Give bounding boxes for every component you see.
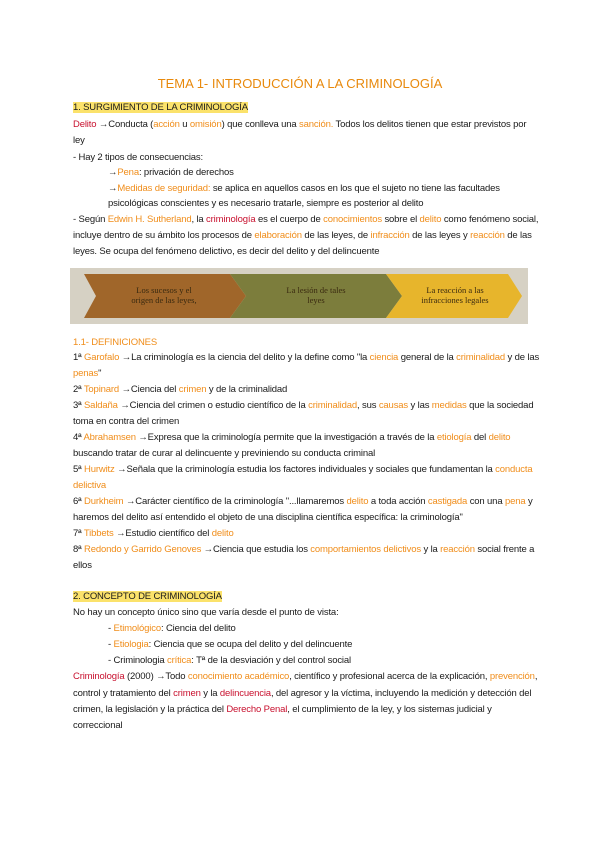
flow-step-text: La reacción a las	[426, 285, 484, 295]
bullet-line	[108, 655, 351, 667]
paragraph-line: - Hay 2 tipos de consecuencias:	[73, 152, 204, 163]
text: 1ª	[73, 352, 84, 363]
definition-line	[73, 528, 234, 540]
term: etiología	[436, 432, 472, 443]
term: omisión	[189, 119, 222, 130]
term: delito	[211, 528, 234, 539]
section-heading-text: 1. SURGIMIENTO DE LA CRIMINOLOGÍA	[73, 102, 248, 113]
text: -	[108, 623, 114, 634]
term: pena	[504, 496, 526, 507]
text: 4ª	[73, 432, 84, 443]
flow-step-text: La lesión de tales	[286, 285, 346, 295]
term: Pena	[117, 167, 139, 178]
term: comportamientos delictivos	[310, 544, 421, 555]
paragraph-line: leyes. Se ocupa del fenómeno delictivo, es decir del delito y del delincuente	[73, 246, 380, 257]
arrow: →	[108, 167, 118, 178]
term: conocimientos	[323, 214, 382, 225]
term: delito	[419, 214, 442, 225]
term: reacción	[470, 230, 505, 241]
text: y la	[200, 688, 220, 699]
paragraph-line: ley	[73, 135, 85, 146]
flow-step-2-label	[248, 285, 384, 305]
page-title: TEMA 1- INTRODUCCIÓN A LA CRIMINOLOGÍA	[157, 76, 443, 91]
paragraph-line	[73, 119, 526, 131]
flow-step-text: leyes	[307, 295, 325, 305]
term: Edwin H. Sutherland	[107, 214, 192, 225]
bullet-line	[108, 167, 234, 179]
definition-line	[73, 384, 287, 396]
text: →Ciencia que estudia los	[201, 544, 311, 555]
text: →La criminología es la ciencia del delito y la define como "la	[119, 352, 370, 363]
bullet-line	[108, 639, 352, 651]
author: Topinard	[83, 384, 120, 395]
text: y la	[420, 544, 441, 555]
term: Etiologia	[113, 639, 149, 650]
text: →Ciencia del crimen o estudio científico de la	[117, 400, 309, 411]
text: u	[179, 119, 190, 130]
term: reacción	[440, 544, 475, 555]
flow-step-3-label	[400, 285, 510, 305]
text: , el cumplimiento de la ley, y los sistemas judicial y	[287, 704, 492, 715]
bullet-line: psicológicas conscientes y es necesario tratarle, siempre es posterior al delito	[108, 198, 424, 209]
text: 5ª	[73, 464, 84, 475]
author: Durkheim	[84, 496, 124, 507]
term: sanción.	[299, 119, 334, 130]
term: crimen	[173, 688, 201, 699]
bullet-line	[108, 183, 500, 195]
term: Etimológico	[113, 623, 161, 634]
arrow: →	[108, 183, 118, 194]
paragraph-line	[73, 214, 538, 226]
bullet-line	[108, 623, 236, 635]
term: infracción	[370, 230, 410, 241]
text: : Tª de la desviación y del control social	[191, 655, 351, 666]
definition-line: toma en contra del crimen	[73, 416, 180, 427]
term: delito	[488, 432, 511, 443]
definition-line	[73, 432, 510, 444]
term: elaboración	[254, 230, 302, 241]
text: 3ª	[73, 400, 84, 411]
text: 6ª	[73, 496, 84, 507]
text: →Estudio científico del	[113, 528, 212, 539]
term: acción	[153, 119, 180, 130]
text: crimen, la legislación y la práctica del	[73, 704, 227, 715]
text: →Conducta (	[96, 119, 154, 130]
flow-step-text: Los sucesos y el	[136, 285, 192, 295]
text: y	[525, 496, 533, 507]
text: , sus	[357, 400, 379, 411]
text: →Ciencia del	[119, 384, 179, 395]
text: 7ª	[73, 528, 84, 539]
text: (2000) →Todo	[124, 671, 188, 682]
paragraph-line: correccional	[73, 720, 123, 731]
text: ,	[534, 671, 538, 682]
term: penas	[73, 368, 99, 379]
text: 2ª	[73, 384, 84, 395]
term: crítica	[167, 655, 192, 666]
text: como fenómeno social,	[441, 214, 539, 225]
term: criminalidad	[308, 400, 358, 411]
author: Hurwitz	[84, 464, 115, 475]
text: general de la	[398, 352, 457, 363]
text: de las leyes y	[409, 230, 471, 241]
text: social frente a	[474, 544, 535, 555]
definition-line: buscando tratar de curar al delincuente y previniendo su conducta criminal	[73, 448, 376, 459]
term: crimen	[178, 384, 207, 395]
term: castigada	[427, 496, 468, 507]
text: , la	[191, 214, 207, 225]
term: conocimiento académico	[187, 671, 290, 682]
term: criminalidad	[456, 352, 506, 363]
text: y las	[408, 400, 432, 411]
term: delito	[346, 496, 369, 507]
term: medidas	[431, 400, 467, 411]
text: del	[471, 432, 489, 443]
section-1-heading	[73, 102, 248, 114]
author: Garofalo	[84, 352, 120, 363]
definition-line: ellos	[73, 560, 92, 571]
text: : Ciencia que se ocupa del delito y del delincuente	[148, 639, 353, 650]
text: se aplica en aquellos casos en los que el sujeto no tiene las facultades	[210, 183, 500, 194]
text: con una	[467, 496, 505, 507]
text: - Criminologia	[108, 655, 167, 666]
text: , científico y profesional acerca de la explicación,	[289, 671, 490, 682]
definition-line	[73, 496, 533, 508]
definition-line	[73, 464, 533, 476]
paragraph-line	[73, 704, 492, 716]
term: causas	[378, 400, 409, 411]
text: de las	[504, 230, 532, 241]
term: Delito	[73, 119, 97, 130]
text: y de la criminalidad	[206, 384, 288, 395]
text: 8ª	[73, 544, 84, 555]
term: conducta	[495, 464, 533, 475]
text: -	[108, 639, 114, 650]
term: ciencia	[369, 352, 399, 363]
text: incluye dentro de su ámbito los procesos de	[73, 230, 255, 241]
text: ) que conlleva una	[221, 119, 300, 130]
author: Saldaña	[84, 400, 118, 411]
definition-line	[73, 400, 533, 412]
author: Abrahamsen	[83, 432, 136, 443]
text: →Expresa que la criminología permite que la investigación a través de la	[135, 432, 437, 443]
definition-line: delictiva	[73, 480, 106, 491]
text: "	[98, 368, 102, 379]
text: →Carácter científico de la criminología "...llamaremos	[123, 496, 347, 507]
text: a toda acción	[368, 496, 428, 507]
text: control y tratamiento del	[73, 688, 174, 699]
term: delincuencia	[219, 688, 271, 699]
author: Tibbets	[83, 528, 114, 539]
definition-line: haremos del delito así entendido el objeto de una disciplina científica específica: la criminología"	[73, 512, 463, 523]
text: : privación de derechos	[138, 167, 234, 178]
section-2-heading	[73, 591, 222, 603]
term: criminología	[206, 214, 256, 225]
paragraph-line	[73, 230, 532, 242]
paragraph-line	[73, 671, 537, 683]
flow-step-text: infracciones legales	[421, 295, 489, 305]
text: Todos los delitos tienen que estar previstos por	[333, 119, 527, 130]
text: es el cuerpo de	[255, 214, 324, 225]
term: Medidas de seguridad:	[117, 183, 211, 194]
text: de las leyes, de	[301, 230, 371, 241]
paragraph-line	[73, 688, 531, 700]
definition-line	[73, 544, 534, 556]
author: Redondo y Garrido Genoves	[84, 544, 202, 555]
definition-line	[73, 368, 101, 380]
flow-step-1-label	[98, 285, 230, 305]
text: : Ciencia del delito	[160, 623, 236, 634]
text: - Según	[73, 214, 108, 225]
definition-line	[73, 352, 539, 364]
section-heading-text: 2. CONCEPTO DE CRIMINOLOGÍA	[73, 591, 222, 602]
term: Criminología	[73, 671, 125, 682]
subsection-heading: 1.1- DEFINICIONES	[73, 337, 158, 348]
term: prevención	[489, 671, 535, 682]
text: que la sociedad	[466, 400, 534, 411]
flow-step-text: origen de las leyes,	[131, 295, 197, 305]
text: sobre el	[381, 214, 420, 225]
text: y de las	[505, 352, 540, 363]
process-flow-diagram	[70, 268, 528, 324]
term: Derecho Penal	[226, 704, 288, 715]
text: , del agresor y la víctima, incluyendo la medición y detección del	[270, 688, 532, 699]
paragraph-line: No hay un concepto único sino que varía desde el punto de vista:	[73, 607, 339, 618]
text: →Señala que la criminología estudia los factores individuales y sociales que fundamentan la	[114, 464, 496, 475]
